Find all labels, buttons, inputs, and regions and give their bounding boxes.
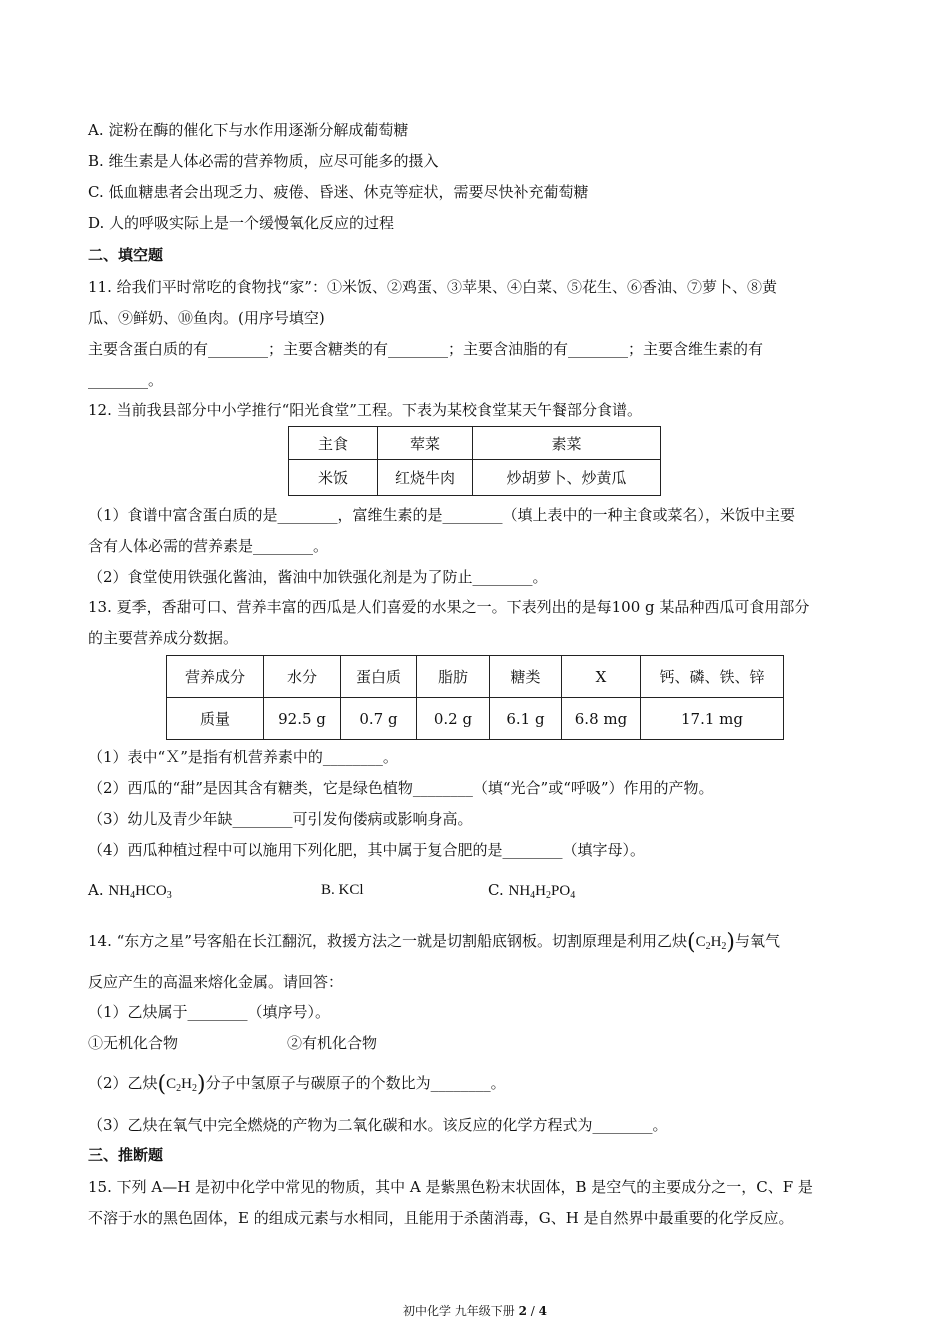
option-b: B. 维生素是人体必需的营养物质，应尽可能多的摄入 — [88, 152, 439, 170]
q13-row-cell: 0.2 g — [417, 698, 490, 740]
q14-part2-label: （2）乙炔 — [88, 1074, 158, 1092]
q13-option-b: B. KCl — [321, 882, 364, 898]
q13-header-cell: X — [562, 656, 641, 698]
q13-line1: 13. 夏季，香甜可口、营养丰富的西瓜是人们喜爱的水果之一。下表列出的是每100 g 某品种西瓜可食用部分 — [88, 598, 810, 616]
q13-header-cell: 脂肪 — [417, 656, 490, 698]
q12-part2: （2）食堂使用铁强化酱油，酱油中加铁强化剂是为了防止________。 — [88, 568, 548, 586]
section-title-fill-blank: 二、填空题 — [88, 246, 164, 264]
page-total: 4 — [538, 1304, 548, 1318]
q14-line1: 14. “东方之星”号客船在长江翻沉，救援方法之一就是切割船底钢板。切割原理是利用乙炔$(C_2H_2)$与氧气 — [88, 930, 781, 955]
q13-row-cell: 92.5 g — [264, 698, 341, 740]
q14-part2-text: 分子中氢原子与碳原子的个数比为________。 — [205, 1074, 506, 1092]
section-title-inference: 三、推断题 — [88, 1146, 164, 1164]
q12-header-cell: 主食 — [289, 427, 378, 460]
formula-nh4h2po4: $NH_4H_2PO_4$ — [508, 883, 576, 901]
q14-part3: （3）乙炔在氧气中完全燃烧的产物为二氧化碳和水。该反应的化学方程式为________。 — [88, 1116, 668, 1134]
q15-line1: 15. 下列 A—H 是初中化学中常见的物质，其中 A 是紫黑色粉末状固体，B 是空气的主要成分之一，C、F 是 — [88, 1178, 813, 1196]
q12-row-cell: 米饭 — [289, 460, 378, 496]
q12-row-cell: 红烧牛肉 — [378, 460, 473, 496]
q15-line2: 不溶于水的黑色固体，E 的组成元素与水相同，且能用于杀菌消毒，G、H 是自然界中最重要的化学反应。 — [88, 1209, 794, 1227]
q13-header-cell: 糖类 — [490, 656, 562, 698]
q13-nutrient-table — [166, 655, 784, 740]
q11-line4: ________。 — [88, 371, 164, 389]
q13-header-cell: 蛋白质 — [341, 656, 417, 698]
q13-row-cell: 6.1 g — [490, 698, 562, 740]
q13-header-cell: 水分 — [264, 656, 341, 698]
q12-stem: 12. 当前我县部分中小学推行“阳光食堂”工程。下表为某校食堂某天午餐部分食谱。 — [88, 401, 642, 419]
q13-row-cell: 质量 — [167, 698, 264, 740]
q13-part3: （3）幼儿及青少年缺________可引发佝偻病或影响身高。 — [88, 810, 473, 828]
q11-line1: 11. 给我们平时常吃的食物找“家”：①米饭、②鸡蛋、③苹果、④白菜、⑤花生、⑥香油、⑦萝卜、⑧黄 — [88, 278, 777, 296]
q14-line1-end: 与氧气 — [735, 932, 781, 950]
q12-row-cell: 炒胡萝卜、炒黄瓜 — [473, 460, 661, 496]
formula-c2h2: $C_2H_2$ — [166, 1076, 197, 1094]
q12-part1-line2: 含有人体必需的营养素是________。 — [88, 537, 329, 555]
q14-choice-1: ①无机化合物 — [88, 1034, 179, 1052]
q13-row-cell: 6.8 mg — [562, 698, 641, 740]
q13-part1: （1）表中“Ｘ”是指有机营养素中的________。 — [88, 748, 398, 766]
page-footer — [0, 1302, 950, 1319]
q14-part1: （1）乙炔属于________（填序号）。 — [88, 1003, 331, 1021]
q13-header-cell: 钙、磷、铁、锌 — [641, 656, 784, 698]
q11-line3: 主要含蛋白质的有________；主要含糖类的有________；主要含油脂的有________；主要含维生素的有 — [88, 340, 764, 358]
q13-part2: （2）西瓜的“甜”是因其含有糖类，它是绿色植物________（填“光合”或“呼吸”）作用的产物。 — [88, 779, 714, 797]
option-d: D. 人的呼吸实际上是一个缓慢氧化反应的过程 — [88, 214, 395, 232]
q13-row-cell: 0.7 g — [341, 698, 417, 740]
q12-menu-table — [288, 426, 661, 496]
q14-line1-text: 14. “东方之星”号客船在长江翻沉，救援方法之一就是切割船底钢板。切割原理是利用乙炔 — [88, 932, 687, 950]
formula-nh4hco3: $NH_4HCO_3$ — [108, 883, 172, 901]
q13-part4: （4）西瓜种植过程中可以施用下列化肥，其中属于复合肥的是________（填字母）。 — [88, 841, 646, 859]
q11-line2: 瓜、⑨鲜奶、⑩鱼肉。(用序号填空) — [88, 309, 325, 327]
q13-option-a — [88, 880, 172, 901]
q12-header-cell: 素菜 — [473, 427, 661, 460]
q13-header-cell: 营养成分 — [167, 656, 264, 698]
formula-c2h2: $C_2H_2$ — [695, 934, 727, 952]
q13-row-cell: 17.1 mg — [641, 698, 784, 740]
q13-option-a-label: A. — [88, 881, 104, 899]
q13-line2: 的主要营养成分数据。 — [88, 629, 239, 647]
q13-option-c-label: C. — [488, 881, 504, 899]
page-separator: / — [530, 1304, 535, 1318]
q14-choice-2: ②有机化合物 — [287, 1034, 378, 1052]
q14-line2: 反应产生的高温来熔化金属。请回答： — [88, 973, 344, 991]
page-number: 2 — [518, 1304, 527, 1318]
q12-part1-line1: （1）食谱中富含蛋白质的是________，富维生素的是________（填上表中的一种主食或菜名），米饭中主要 — [88, 506, 796, 524]
q14-part2: （2）乙炔$(C_2H_2)$分子中氢原子与碳原子的个数比为________。 — [88, 1072, 506, 1097]
option-a: A. 淀粉在酶的催化下与水作用逐渐分解成葡萄糖 — [88, 121, 409, 139]
q13-option-c — [488, 880, 575, 901]
option-c: C. 低血糖患者会出现乏力、疲倦、昏迷、休克等症状，需要尽快补充葡萄糖 — [88, 183, 589, 201]
footer-text: 初中化学 九年级下册 — [402, 1304, 515, 1318]
q12-header-cell: 荤菜 — [378, 427, 473, 460]
